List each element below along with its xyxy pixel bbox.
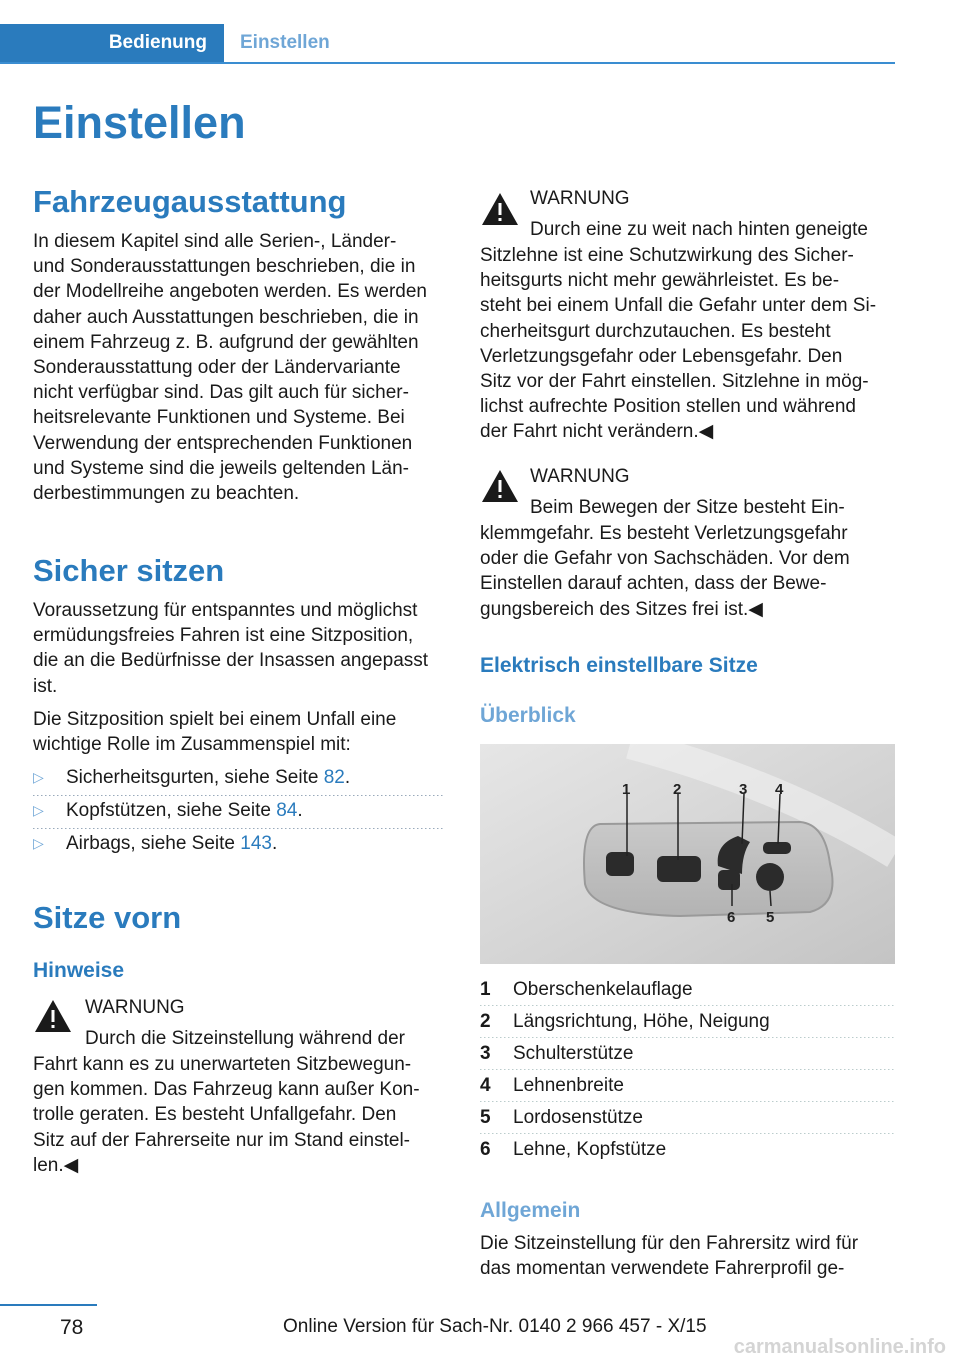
text-line: Verwendung der entsprechenden Funktionen xyxy=(33,432,413,454)
callout-label: 3 xyxy=(739,781,748,798)
warning-body xyxy=(33,1052,420,1178)
text-line: len.◀ xyxy=(33,1154,79,1176)
divider xyxy=(480,1069,895,1070)
legend-number: 3 xyxy=(480,1043,491,1064)
warning-label: WARNUNG xyxy=(530,466,630,487)
text-line: der Fahrt nicht verändern.◀ xyxy=(480,421,714,443)
callout-label: 6 xyxy=(727,909,736,926)
text-line: In diesem Kapitel sind alle Serien-, Länder- xyxy=(33,231,397,252)
text-line: Sitz vor der Fahrt einstellen. Sitzlehne in mög- xyxy=(480,371,869,393)
warning-icon xyxy=(480,191,520,227)
legend-label: Lehnenbreite xyxy=(513,1075,624,1096)
callout-label: 5 xyxy=(766,909,775,926)
text-line: lichst aufrechte Position stellen und während xyxy=(480,396,857,418)
text-line: Voraussetzung für entspanntes und möglichst xyxy=(33,600,418,621)
text-line: ist. xyxy=(33,675,58,697)
page-link[interactable]: 82 xyxy=(323,767,345,788)
watermark: carmanualsonline.info xyxy=(733,1336,946,1358)
text-line: das momentan verwendete Fahrerprofil ge- xyxy=(480,1258,845,1280)
text-line: Fahrt kann es zu unerwarteten Sitzbewegun- xyxy=(33,1054,412,1075)
tab-einstellen[interactable]: Einstellen xyxy=(240,32,330,53)
text-line: die an die Bedürfnisse der Insassen angepasst xyxy=(33,650,429,672)
bullet-end: . xyxy=(271,833,278,854)
text-line: derbestimmungen zu beachten. xyxy=(33,483,300,505)
text-line: wichtige Rolle im Zusammenspiel mit: xyxy=(33,734,351,756)
legend-label: Lordosenstütze xyxy=(513,1107,643,1128)
bullet-text: Kopfstützen, siehe Seite xyxy=(66,800,277,821)
legend-label: Schulterstütze xyxy=(513,1043,634,1064)
bullet-text: Airbags, siehe Seite xyxy=(66,833,241,854)
text-line: einem Fahrzeug z. B. aufgrund der gewählten xyxy=(33,331,419,353)
heading-fahrzeugausstattung: Fahrzeugausstattung xyxy=(33,184,347,219)
text-line: gen kommen. Das Fahrzeug kann außer Kon- xyxy=(33,1079,420,1101)
callout-label: 1 xyxy=(622,781,631,798)
text-line: cherheitsgurt durchzutauchen. Es besteht xyxy=(480,320,831,342)
text-line: heitsrelevante Funktionen und Systeme. Bei xyxy=(33,407,405,429)
text-line: Die Sitzposition spielt bei einem Unfall eine xyxy=(33,709,397,730)
divider xyxy=(480,1133,895,1134)
callout-label: 2 xyxy=(673,781,682,798)
heading-sitze-vorn: Sitze vorn xyxy=(33,900,182,935)
seat-controls-photo xyxy=(480,744,895,964)
callout-label: 4 xyxy=(775,781,784,798)
text-line: Sitz auf der Fahrerseite nur im Stand einstel- xyxy=(33,1129,411,1151)
triangle-bullet-icon: ▷ xyxy=(33,802,44,818)
heading-ueberblick: Überblick xyxy=(480,704,576,727)
text-line: ermüdungsfreies Fahren ist eine Sitzposition, xyxy=(33,625,414,647)
text-line: Verletzungsgefahr oder Lebensgefahr. Den xyxy=(480,345,843,367)
tab-bedienung[interactable]: Bedienung xyxy=(0,24,224,62)
text-line: und Sonderausstattungen beschrieben, die in xyxy=(33,256,416,278)
page-number-bar xyxy=(0,1304,97,1306)
page-link[interactable]: 143 xyxy=(240,833,272,854)
sicher-paragraph xyxy=(33,598,428,699)
text-line: gungsbereich des Sitzes frei ist.◀ xyxy=(480,598,763,620)
warning-text-first: Durch die Sitzeinstellung während der xyxy=(85,1028,406,1049)
text-line: trolle geraten. Es besteht Unfallgefahr. Den xyxy=(33,1104,397,1126)
heading-elektrisch-einstellbare-sitze: Elektrisch einstellbare Sitze xyxy=(480,654,758,677)
legend-number: 4 xyxy=(480,1075,491,1096)
footer-version: Online Version für Sach-Nr. 0140 2 966 457 - X/15 xyxy=(283,1316,707,1337)
page-number: 78 xyxy=(60,1316,84,1339)
text-line: Die Sitzeinstellung für den Fahrersitz wird für xyxy=(480,1233,859,1254)
text-line: Sitzlehne ist eine Schutzwirkung des Sicher- xyxy=(480,245,854,266)
heading-sicher-sitzen: Sicher sitzen xyxy=(33,553,225,588)
warning-icon xyxy=(480,468,520,504)
heading-hinweise: Hinweise xyxy=(33,959,125,982)
page-title: Einstellen xyxy=(33,97,246,148)
bullet-end: . xyxy=(297,800,303,821)
text-line: der Modellreihe angeboten werden. Es werden xyxy=(33,281,427,303)
divider xyxy=(480,1005,895,1006)
warning-body xyxy=(480,521,850,622)
text-line: heitsgurts nicht mehr gewährleistet. Es be- xyxy=(480,270,840,292)
legend-number: 2 xyxy=(480,1011,491,1032)
divider xyxy=(480,1037,895,1038)
text-line: klemmgefahr. Es besteht Verletzungsgefahr xyxy=(480,523,848,544)
legend-number: 6 xyxy=(480,1139,491,1160)
allgemein-paragraph xyxy=(480,1231,858,1281)
page-link[interactable]: 84 xyxy=(276,800,298,821)
text-line: steht bei einem Unfall die Gefahr unter dem Si- xyxy=(480,295,877,317)
chapter-tab-bar xyxy=(0,24,895,64)
warning-body xyxy=(480,243,876,445)
divider xyxy=(33,828,445,829)
heading-allgemein: Allgemein xyxy=(480,1199,581,1222)
fahrzeug-paragraph xyxy=(33,229,427,506)
divider xyxy=(33,795,445,796)
rolle-paragraph xyxy=(33,707,396,757)
text-line: nicht verfügbar sind. Das gilt auch für sicher- xyxy=(33,382,409,404)
legend-label: Oberschenkelauflage xyxy=(513,979,693,1000)
legend-number: 1 xyxy=(480,979,491,1000)
bullet-text: Sicherheitsgurten, siehe Seite xyxy=(66,767,324,788)
legend-label: Längsrichtung, Höhe, Neigung xyxy=(513,1011,770,1032)
legend-label: Lehne, Kopfstütze xyxy=(513,1139,667,1160)
triangle-bullet-icon: ▷ xyxy=(33,835,44,851)
text-line: daher auch Ausstattungen beschrieben, die in xyxy=(33,306,419,328)
legend-number: 5 xyxy=(480,1107,491,1128)
divider xyxy=(480,1101,895,1102)
warning-text-first: Beim Bewegen der Sitze besteht Ein- xyxy=(530,497,845,518)
warning-icon xyxy=(33,998,73,1034)
text-line: oder die Gefahr von Sachschäden. Vor dem xyxy=(480,548,850,570)
triangle-bullet-icon: ▷ xyxy=(33,769,44,785)
bullet-end: . xyxy=(344,767,351,788)
text-line: Sonderausstattung oder der Ländervariante xyxy=(33,357,401,379)
warning-label: WARNUNG xyxy=(530,188,630,209)
text-line: Einstellen darauf achten, dass der Bewe- xyxy=(480,573,827,595)
warning-label: WARNUNG xyxy=(85,997,185,1018)
warning-text-first: Durch eine zu weit nach hinten geneigte xyxy=(530,219,869,240)
text-line: und Systeme sind die jeweils geltenden Län- xyxy=(33,457,410,479)
